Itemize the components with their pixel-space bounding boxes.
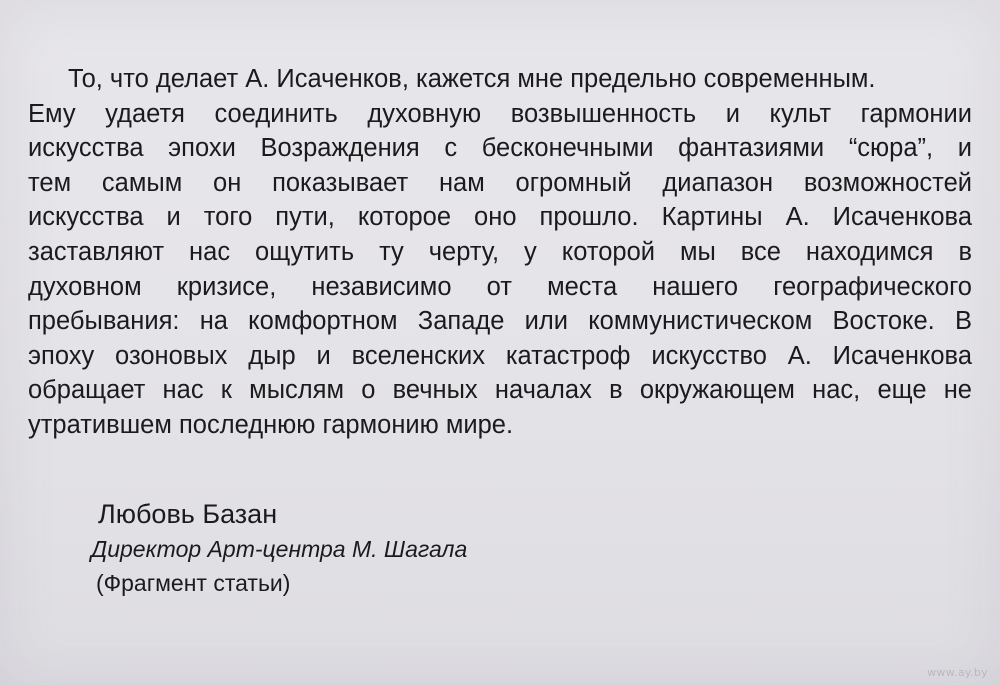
fragment-note: (Фрагмент статьи)	[96, 570, 291, 596]
article-line: То, что делает А. Исаченков, кажется мне предельно современным.	[68, 65, 876, 93]
article-text	[28, 62, 972, 443]
article-line: пребывания: на комфортном Западе или коммунистическом Востоке. В	[28, 307, 972, 336]
watermark: www.ay.by	[927, 666, 988, 679]
article-line: заставляют нас ощутить ту черту, у которой мы все находимся в	[28, 237, 972, 266]
article-line-last: утратившем последнюю гармонию мире.	[28, 410, 514, 439]
author-name: Любовь Базан	[98, 499, 278, 529]
article-line: Ему удаетя соединить духовную возвышенность и культ гармонии	[28, 99, 972, 128]
article-line: обращает нас к мыслям о вечных началах в окружающем нас, еще не	[28, 376, 972, 405]
article-line: искусства и того пути, которое оно прошло. Картины А. Исаченкова	[28, 203, 972, 232]
article-line: эпоху озоновых дыр и вселенских катастроф искусство А. Исаченкова	[28, 341, 972, 370]
article-line: искусства эпохи Возраждения с бесконечными фантазиями “сюра”, и	[28, 134, 972, 163]
signature-block	[91, 496, 468, 600]
article-line: тем самым он показывает нам огромный диапазон возможностей	[28, 168, 972, 197]
article-line: духовном кризисе, независимо от места нашего географического	[28, 272, 972, 301]
author-role: Директор Арт-центра М. Шагала	[91, 536, 468, 562]
